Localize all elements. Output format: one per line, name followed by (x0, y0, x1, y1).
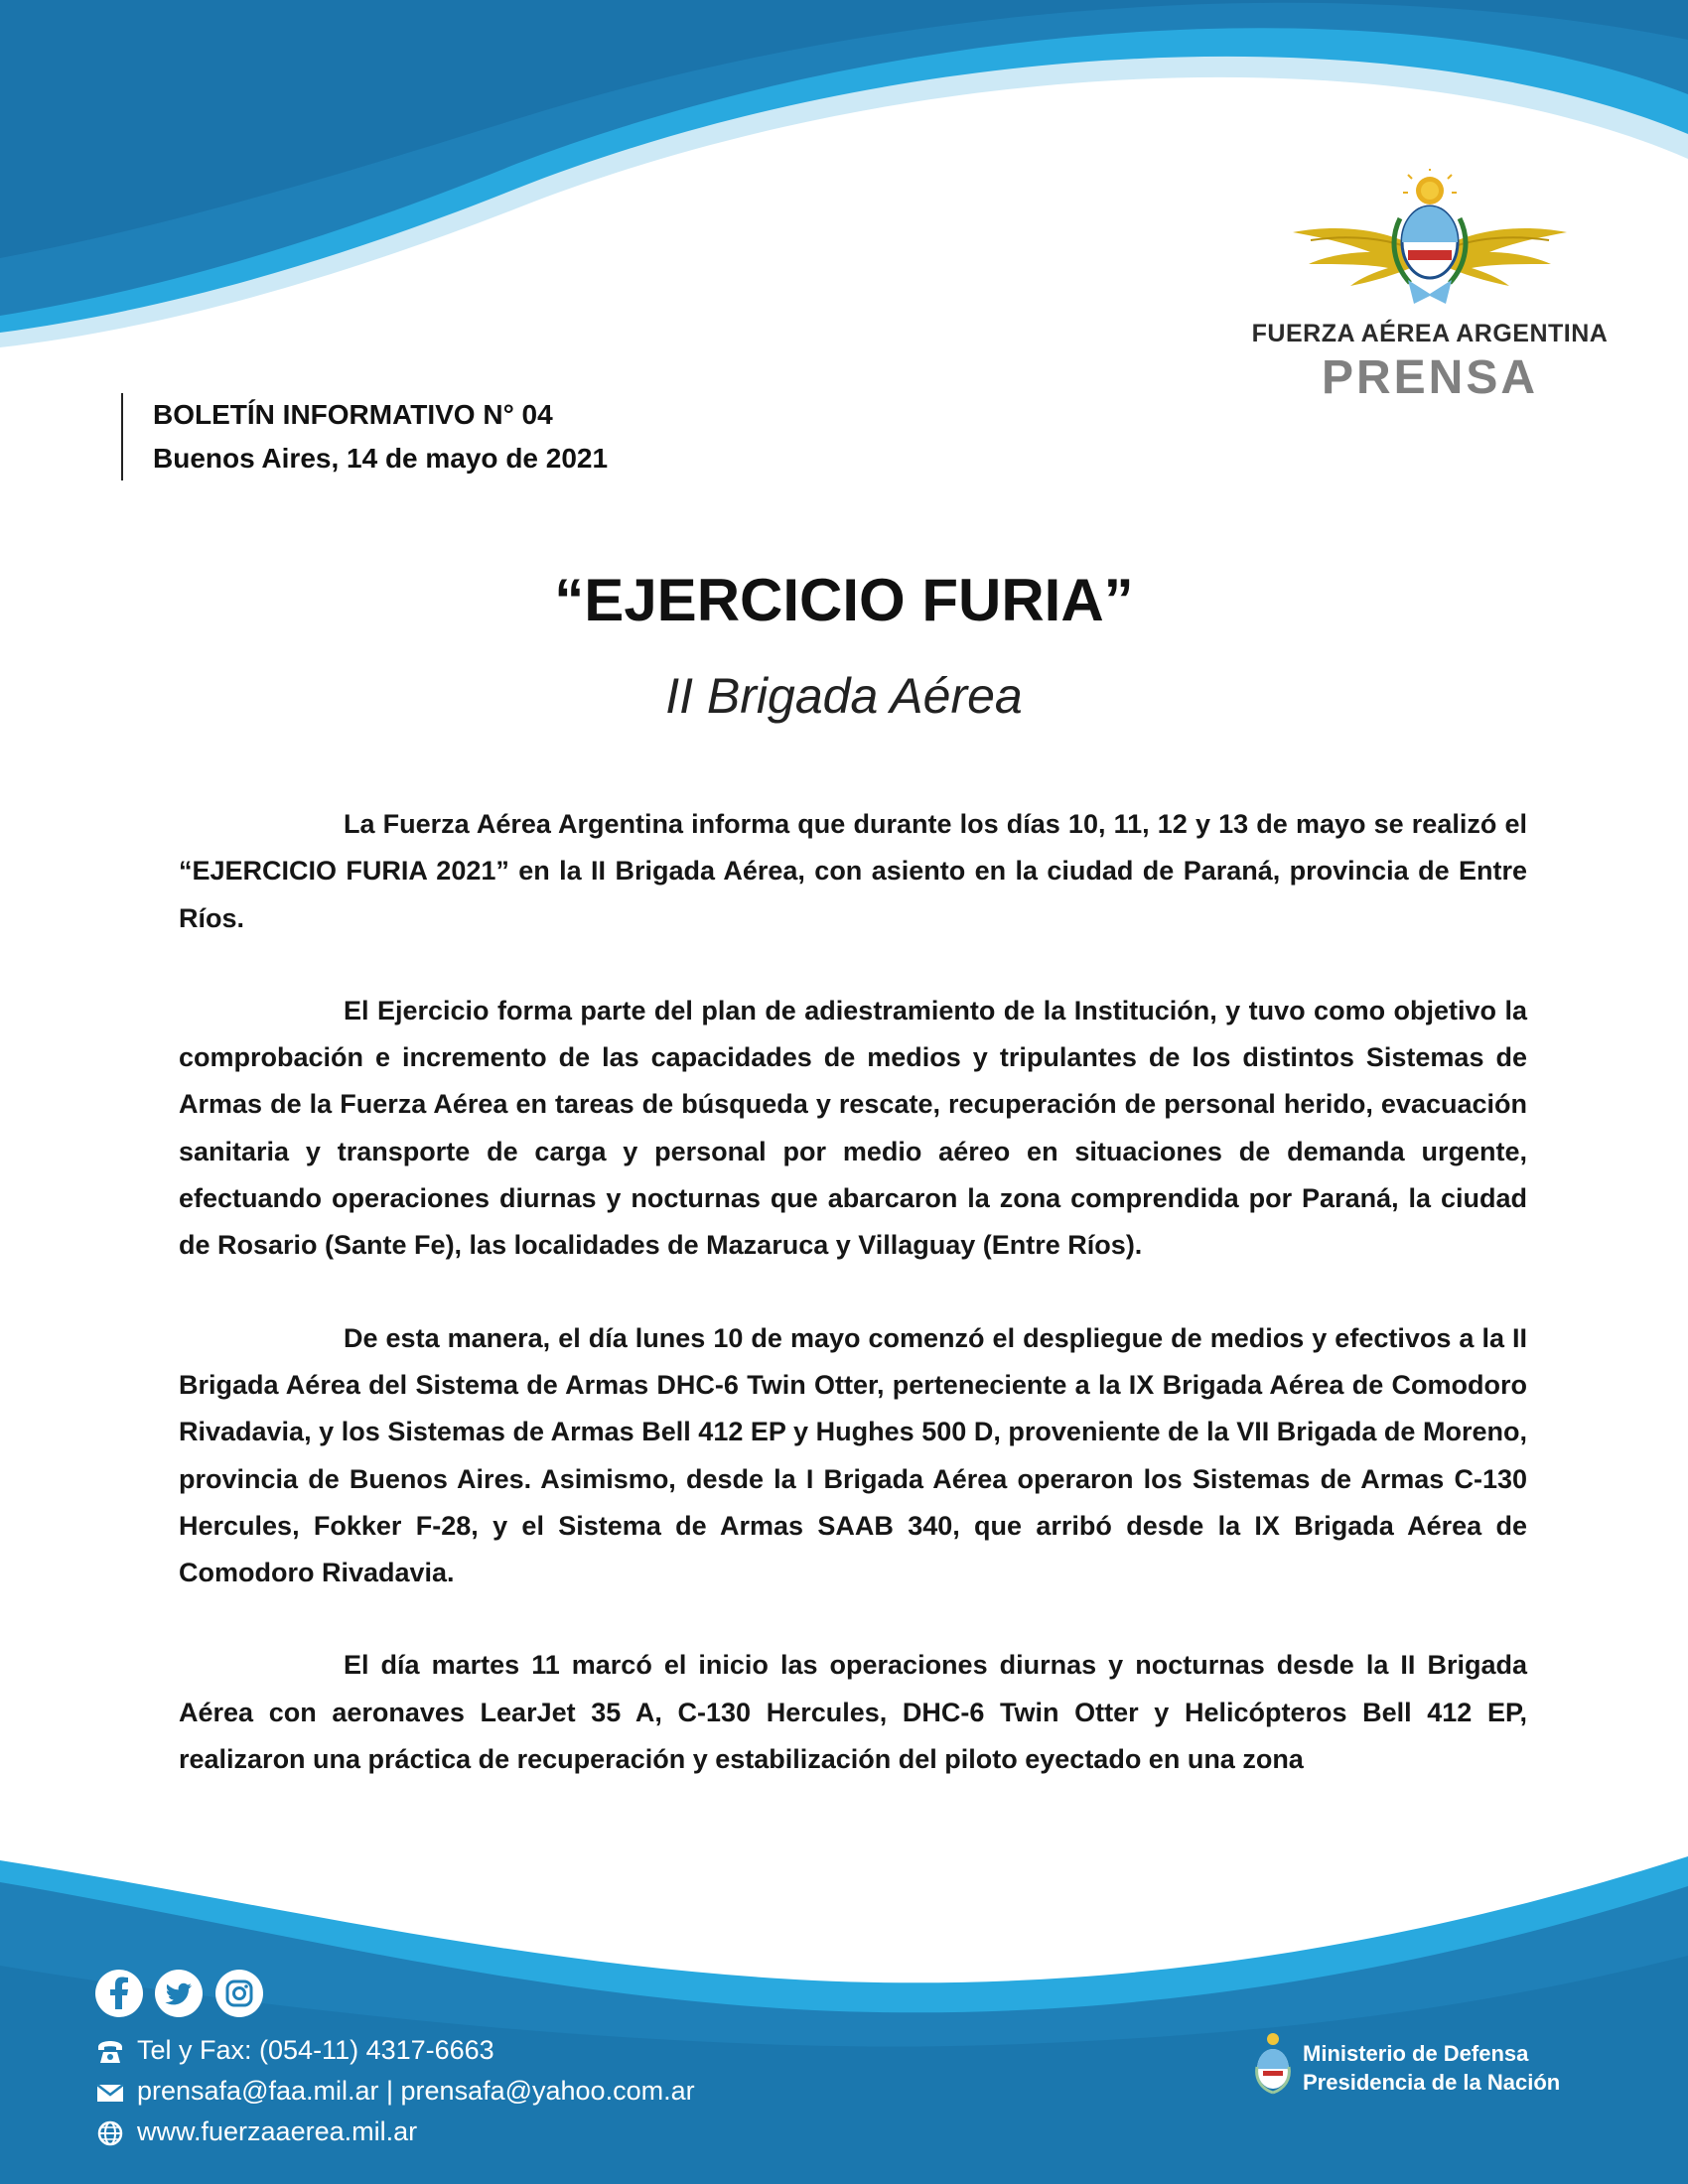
phone-text[interactable]: Tel y Fax: (054-11) 4317-6663 (137, 2035, 494, 2065)
air-force-wings-emblem-icon (1281, 169, 1579, 318)
brand-block (1241, 169, 1618, 405)
phone-icon (95, 2039, 125, 2065)
globe-icon (95, 2119, 125, 2147)
bulletin-header (121, 393, 608, 480)
section-title: PRENSA (1321, 351, 1539, 404)
email-text[interactable]: prensafa@faa.mil.ar | prensafa@yahoo.com.ar (137, 2076, 695, 2106)
document-body (179, 801, 1527, 1829)
paragraph: El día martes 11 marcó el inicio las operaciones diurnas y nocturnas desde la II Brigada Aérea con aeronaves LearJet 35 A, C-130 Hercules, DHC-6 Twin Otter y Helicópteros Bell 412 EP, realizaron una práctica de recuperación y estabilización del piloto eyectado en una zona (179, 1650, 1527, 1775)
bulletin-date: Buenos Aires, 14 de mayo de 2021 (153, 443, 609, 474)
contact-info (95, 2030, 695, 2152)
org-name: FUERZA AÉREA ARGENTINA (1251, 320, 1609, 347)
website-row (95, 2112, 695, 2152)
paragraph: De esta manera, el día lunes 10 de mayo comenzó el despliegue de medios y efectivos a la II Brigada Aérea del Sistema de Armas DHC-6 Twin Otter, perteneciente a la IX Brigada Aérea de Comodoro Rivadavia, y los Sistemas de Armas Bell 412 EP y Hughes 500 D, proveniente de la VII Brigada de Moreno, provincia de Buenos Aires. Asimismo, desde la I Brigada Aérea operaron los Sistemas de Armas C-130 Hercules, Fokker F-28, y el Sistema de Armas SAAB 340, que arribó desde la IX Brigada Aérea de Comodoro Rivadavia. (179, 1322, 1527, 1588)
document-subtitle: II Brigada Aérea (665, 668, 1023, 724)
twitter-icon[interactable] (155, 1970, 203, 2017)
website-link[interactable]: www.fuerzaaerea.mil.ar (137, 2116, 418, 2146)
facebook-icon[interactable] (95, 1970, 143, 2017)
email-row (95, 2071, 695, 2112)
instagram-icon[interactable] (215, 1970, 263, 2017)
national-seal-icon (1251, 2031, 1295, 2097)
phone-row (95, 2030, 695, 2071)
ministry-name: Ministerio de Defensa (1303, 2041, 1529, 2066)
bulletin-number: BOLETÍN INFORMATIVO N° 04 (153, 399, 553, 430)
envelope-icon (95, 2082, 125, 2104)
social-links (95, 1970, 271, 2017)
presidency-name: Presidencia de la Nación (1303, 2070, 1561, 2095)
paragraph: La Fuerza Aérea Argentina informa que durante los días 10, 11, 12 y 13 de mayo se realizó el “EJERCICIO FURIA 2021” en la II Brigada Aérea, con asiento en la ciudad de Paraná, provincia de Entre Ríos. (179, 809, 1527, 933)
document-title: “EJERCICIO FURIA” (554, 567, 1134, 633)
paragraph: El Ejercicio forma parte del plan de adiestramiento de la Institución, y tuvo como objetivo la comprobación e incremento de las capacidades de medios y tripulantes de los distintos Sistemas de Armas de la Fuerza Aérea en tareas de búsqueda y rescate, recuperación de personal herido, evacuación sanitaria y transporte de carga y personal por medio aéreo en situaciones de demanda urgente, efectuando operaciones diurnas y nocturnas que abarcaron la zona comprendida por Paraná, la ciudad de Rosario (Sante Fe), las localidades de Mazaruca y Villaguay (Entre Ríos). (179, 995, 1527, 1261)
